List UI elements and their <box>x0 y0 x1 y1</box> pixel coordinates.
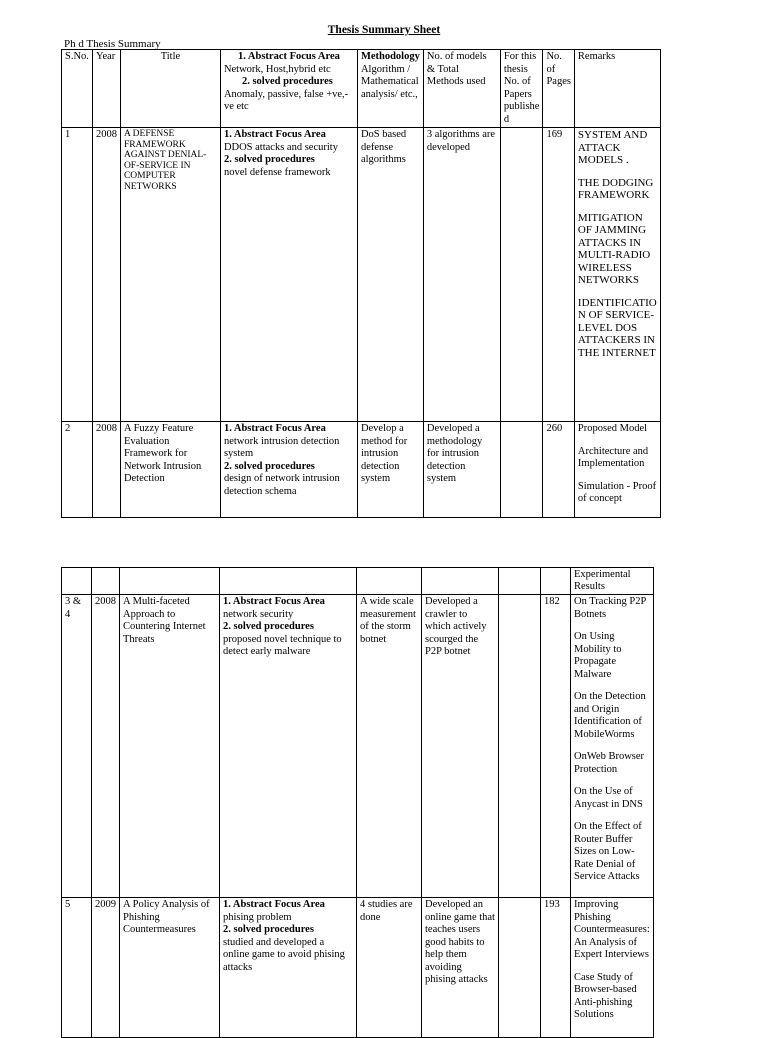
remark-item: Architecture and Implementation <box>577 445 649 469</box>
row-models: Developed a methodology for intrusion detection system <box>423 422 500 518</box>
header-abstract-label: 1. Abstract Focus Area <box>237 51 340 62</box>
remark-item: On the Use of Anycast in DNS <box>574 786 643 810</box>
row-models: 3 algorithms are developed <box>423 128 500 422</box>
abstract-text: DDOS attacks and security <box>223 141 338 153</box>
row-year: 2008 <box>92 128 120 422</box>
row-remarks <box>571 898 654 1038</box>
abstract-text: network intrusion detection system <box>223 435 340 459</box>
abstract-label: 1. Abstract Focus Area <box>223 899 325 910</box>
abstract-label: 1. Abstract Focus Area <box>223 596 325 607</box>
row-methodology: 4 studies are done <box>357 898 422 1038</box>
abstract-label: 1. Abstract Focus Area <box>223 129 326 140</box>
row-pages: 193 <box>541 898 571 1038</box>
header-procedures-label: 2. solved procedures <box>241 76 333 87</box>
procedures-text: novel defense framework <box>223 166 331 178</box>
thesis-summary-table-continued <box>61 567 654 1038</box>
remark-item: On Tracking P2P Botnets <box>574 596 646 620</box>
procedures-label: 2. solved procedures <box>223 924 314 935</box>
document-subtitle: Ph d Thesis Summary <box>64 38 161 50</box>
header-year: Year <box>92 50 120 128</box>
procedures-label: 2. solved procedures <box>223 460 315 472</box>
row-abstract <box>220 595 357 898</box>
remark-item: MITIGATION OF JAMMING ATTACKS IN MULTI-RADIO WIRELESS NETWORKS <box>577 211 651 286</box>
row-year: 2008 <box>92 422 120 518</box>
procedures-text: studied and developed a online game to avoid phising attacks <box>223 936 345 973</box>
header-pages: No. of Pages <box>543 50 574 128</box>
remark-item: Case Study of Browser-based Anti-phishing Solutions <box>574 971 637 1020</box>
row-sno: 1 <box>62 128 93 422</box>
thesis-summary-table <box>61 49 661 518</box>
row-papers <box>500 422 543 518</box>
row-abstract <box>220 422 357 518</box>
remark-item: On the Effect of Router Buffer Sizes on Low-Rate Denial of Service Attacks <box>574 821 642 882</box>
procedures-label: 2. solved procedures <box>223 154 315 165</box>
procedures-text: proposed novel technique to detect early malware <box>223 633 342 657</box>
abstract-label: 1. Abstract Focus Area <box>223 423 326 434</box>
row-papers <box>499 595 541 898</box>
row-remarks <box>571 595 654 898</box>
row-papers <box>500 128 543 422</box>
row-papers <box>499 898 541 1038</box>
continuation-row <box>62 568 654 595</box>
table-row <box>62 898 654 1038</box>
continued-remark: Experimental Results <box>571 568 654 595</box>
row-models: Developed an online game that teaches users good habits to help them avoiding phising attacks <box>422 898 499 1038</box>
header-abstract-text: Network, Host,hybrid etc <box>223 63 331 75</box>
remark-item: Simulation - Proof of concept <box>577 480 657 504</box>
procedures-label: 2. solved procedures <box>223 621 314 632</box>
remark-item: On the Detection and Origin Identification of MobileWorms <box>574 691 646 740</box>
row-methodology: DoS based defense algorithms <box>357 128 423 422</box>
row-abstract <box>220 128 357 422</box>
header-procedures-text: Anomaly, passive, false +ve,-ve etc <box>223 88 349 112</box>
row-year: 2008 <box>92 595 120 898</box>
table-row <box>62 422 661 518</box>
row-methodology: Develop a method for intrusion detection system <box>357 422 423 518</box>
remark-item: THE DODGING FRAMEWORK <box>577 176 654 201</box>
row-pages: 169 <box>543 128 574 422</box>
header-abstract <box>220 50 357 128</box>
header-papers: For this thesis No. of Papers publishe d <box>500 50 543 128</box>
row-pages: 260 <box>543 422 574 518</box>
header-methodology-label: Methodology <box>360 51 420 62</box>
header-remarks: Remarks <box>574 50 660 128</box>
row-year: 2009 <box>92 898 120 1038</box>
abstract-text: network security <box>223 608 294 620</box>
row-title: A Fuzzy Feature Evaluation Framework for Network Intrusion Detection <box>120 422 220 518</box>
header-sno: S.No. <box>62 50 93 128</box>
remark-item: SYSTEM AND ATTACK MODELS . <box>577 129 648 166</box>
header-title: Title <box>120 50 220 128</box>
remark-item: OnWeb Browser Protection <box>574 751 645 775</box>
row-title: A Multi-faceted Approach to Countering Internet Threats <box>120 595 220 898</box>
row-sno: 3 & 4 <box>62 595 92 898</box>
document-title: Thesis Summary Sheet <box>327 24 441 36</box>
header-methodology-text: Algorithm / Mathematical analysis/ etc., <box>360 63 419 100</box>
row-abstract <box>220 898 357 1038</box>
header-row <box>62 50 661 128</box>
row-methodology: A wide scale measurement of the storm botnet <box>357 595 422 898</box>
remark-item: Improving Phishing Countermeasures: An Analysis of Expert Interviews <box>574 899 650 960</box>
remark-item: IDENTIFICATIO N OF SERVICE-LEVEL DOS ATTACKERS IN THE INTERNET <box>577 296 657 359</box>
table-row <box>62 128 661 422</box>
remark-item: On Using Mobility to Propagate Malware <box>574 631 622 680</box>
header-methodology <box>357 50 423 128</box>
remark-item: Proposed Model <box>577 423 648 434</box>
procedures-text: design of network intrusion detection schema <box>223 473 340 497</box>
header-models: No. of models & Total Methods used <box>423 50 500 128</box>
row-remarks <box>574 422 660 518</box>
row-title: A Policy Analysis of Phishing Countermeasures <box>120 898 220 1038</box>
abstract-text: phising problem <box>223 911 292 923</box>
row-sno: 2 <box>62 422 93 518</box>
table-row <box>62 595 654 898</box>
row-sno: 5 <box>62 898 92 1038</box>
row-title: A DEFENSE FRAMEWORK AGAINST DENIAL-OF-SERVICE IN COMPUTER NETWORKS <box>120 128 220 422</box>
row-models: Developed a crawler to which actively scourged the P2P botnet <box>422 595 499 898</box>
row-remarks <box>574 128 660 422</box>
row-pages: 182 <box>541 595 571 898</box>
